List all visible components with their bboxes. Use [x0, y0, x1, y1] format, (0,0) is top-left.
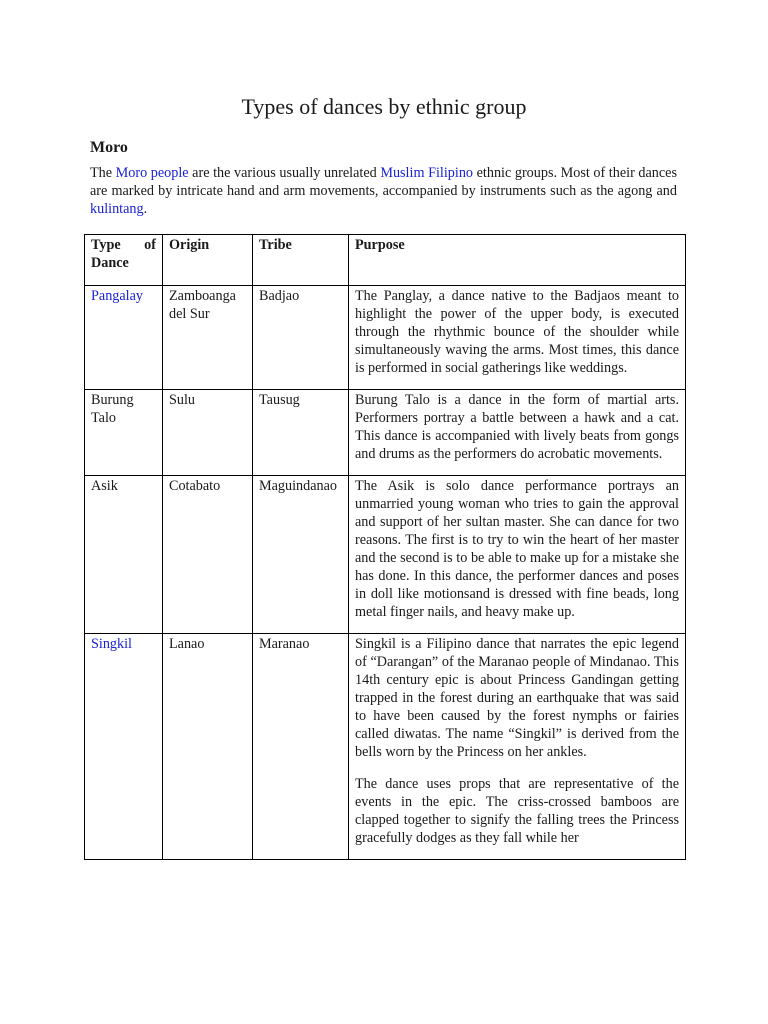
- cell-origin: Zamboanga del Sur: [163, 286, 253, 390]
- pangalay-link[interactable]: Pangalay: [91, 288, 144, 304]
- intro-text-4: .: [143, 201, 148, 217]
- table-row: [85, 476, 686, 634]
- cell-tribe: Maranao: [253, 634, 349, 860]
- singkil-link[interactable]: Singkil: [91, 636, 132, 652]
- intro-paragraph: [90, 164, 677, 218]
- header-type-label: Type of Dance: [91, 237, 156, 271]
- header-type-of-dance: [85, 235, 163, 286]
- table-row: [85, 390, 686, 476]
- cell-type: Burung Talo: [85, 390, 163, 476]
- purpose-paragraph-2: The dance uses props that are representative of the events in the epic. The criss-crossed bamboos are clapped together to signify the falling trees the Princess gracefully dodges as they fall while her: [355, 776, 679, 846]
- cell-purpose: [349, 634, 686, 860]
- cell-tribe: Tausug: [253, 390, 349, 476]
- cell-purpose: The Panglay, a dance native to the Badjaos meant to highlight the power of the upper body, is executed through the rhythmic bounce of the shoulder while simultaneously waving the arms. Most times, this dance is performed in social gatherings like weddings.: [349, 286, 686, 390]
- cell-tribe: Maguindanao: [253, 476, 349, 634]
- intro-text-3: ethnic groups. Most of their dances are marked by intricate hand and arm movements, accompanied by instruments such as the agong and: [90, 165, 677, 199]
- table-row: [85, 634, 686, 860]
- header-tribe: Tribe: [253, 235, 349, 286]
- dance-table: [84, 234, 686, 860]
- muslim-filipino-link[interactable]: Muslim Filipino: [380, 165, 474, 181]
- cell-origin: Sulu: [163, 390, 253, 476]
- page-title: Types of dances by ethnic group: [241, 94, 527, 119]
- purpose-paragraph-1: Singkil is a Filipino dance that narrates the epic legend of “Darangan” of the Maranao people of Mindanao. This 14th century epic is about Princess Gandingan getting trapped in the forest during an earthquake that was said to have been caused by the forest nymphs or fairies called diwatas. The name “Singkil” is derived from the bells worn by the Princess on her ankles.: [355, 636, 679, 760]
- intro-text-2: are the various usually unrelated: [188, 165, 381, 181]
- cell-purpose: The Asik is solo dance performance portrays an unmarried young woman who tries to gain the approval and support of her sultan master. She can dance for two reasons. The first is to try to win the heart of her master and the second is to be able to make up for a mistake she has done. In this dance, the performer dances and poses in doll like motionsand is dressed with fine beads, long metal finger nails, and heavy make up.: [349, 476, 686, 634]
- cell-type: Asik: [85, 476, 163, 634]
- table-row: [85, 286, 686, 390]
- cell-purpose: Burung Talo is a dance in the form of martial arts. Performers portray a battle between a hawk and a cat. This dance is accompanied with lively beats from gongs and drums as the performers do acrobatic movements.: [349, 390, 686, 476]
- header-origin: Origin: [163, 235, 253, 286]
- cell-type: [85, 286, 163, 390]
- table-header-row: [85, 235, 686, 286]
- section-heading-moro: Moro: [90, 139, 128, 156]
- intro-text-1: The: [90, 165, 116, 181]
- kulintang-link[interactable]: kulintang: [90, 201, 144, 217]
- cell-origin: Cotabato: [163, 476, 253, 634]
- cell-type: [85, 634, 163, 860]
- cell-origin: Lanao: [163, 634, 253, 860]
- moro-people-link[interactable]: Moro people: [115, 165, 189, 181]
- cell-tribe: Badjao: [253, 286, 349, 390]
- header-purpose: Purpose: [349, 235, 686, 286]
